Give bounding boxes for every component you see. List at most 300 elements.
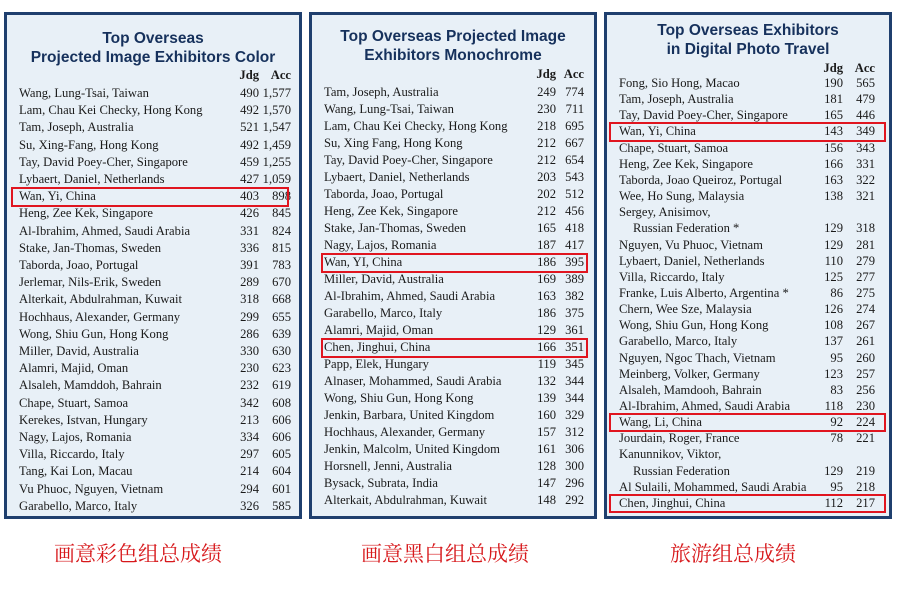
jdg-value: 249	[537, 85, 556, 99]
jdg-value: 427	[240, 172, 259, 186]
table-row	[19, 292, 291, 308]
jdg-value: 78	[830, 431, 843, 446]
jdg-value: 297	[240, 447, 259, 462]
table-row	[619, 157, 881, 173]
acc-value: 783	[272, 258, 291, 272]
table-row	[324, 442, 586, 458]
column-header	[324, 67, 586, 81]
jdg-value: 230	[537, 102, 556, 116]
acc-value: 382	[565, 289, 584, 303]
table-row	[324, 136, 586, 152]
jdg-value: 459	[240, 154, 259, 169]
jdg-value: 230	[240, 361, 259, 376]
exhibitor-name: Sergey, Anisimov,	[619, 205, 711, 220]
exhibitor-name: Chen, Jinghui, China	[324, 340, 431, 354]
acc-value: 815	[272, 240, 291, 255]
exhibitor-name: Nguyen, Ngoc Thach, Vietnam	[619, 350, 776, 365]
acc-column-header: Acc	[563, 67, 584, 81]
panel-title-line: Top Overseas Exhibitors	[657, 22, 839, 39]
table-row	[619, 351, 881, 367]
acc-value: 1,547	[262, 120, 291, 135]
jdg-value: 166	[537, 340, 556, 354]
jdg-value: 492	[240, 137, 259, 152]
panel-title	[312, 27, 594, 65]
acc-value: 601	[272, 481, 291, 496]
acc-value: 318	[856, 221, 875, 236]
table-row	[324, 408, 586, 424]
exhibitor-name: Miller, David, Australia	[324, 272, 444, 286]
table-row	[619, 334, 881, 350]
acc-value: 361	[565, 323, 584, 337]
jdg-value: 163	[537, 289, 556, 303]
jdg-value: 169	[537, 272, 556, 286]
table-row	[619, 367, 881, 383]
jdg-value: 190	[824, 76, 843, 90]
acc-value: 711	[565, 102, 584, 116]
table-row	[19, 327, 291, 343]
panel-title	[7, 29, 299, 67]
jdg-value: 294	[240, 481, 259, 496]
acc-value: 219	[856, 463, 875, 478]
acc-value: 224	[856, 415, 875, 430]
exhibitor-name: Wan, Yi, China	[619, 124, 696, 139]
jdg-value: 490	[240, 86, 259, 100]
exhibitor-name: Su, Xing-Fang, Hong Kong	[19, 137, 159, 152]
jdg-value: 426	[240, 206, 259, 221]
table-row	[619, 141, 881, 157]
table-row	[619, 173, 881, 189]
table-row	[619, 254, 881, 270]
acc-value: 351	[565, 340, 584, 354]
exhibitor-name: Franke, Luis Alberto, Argentina *	[619, 285, 789, 300]
jdg-value: 166	[824, 156, 843, 171]
jdg-value: 163	[824, 172, 843, 187]
jdg-value: 83	[830, 382, 843, 397]
acc-value: 1,059	[262, 172, 291, 186]
acc-value: 344	[565, 391, 584, 405]
exhibitor-name: Vu Phuoc, Nguyen, Vietnam	[19, 481, 164, 496]
exhibitor-name: Heng, Zee Kek, Singapore	[324, 204, 458, 218]
exhibitor-name: Garabello, Marco, Italy	[19, 498, 138, 513]
exhibitor-name: Tay, David Poey-Cher, Singapore	[324, 153, 493, 167]
highlight-box	[609, 413, 886, 432]
acc-value: 395	[565, 255, 584, 269]
exhibitor-name: Papp, Elek, Hungary	[324, 357, 429, 371]
acc-value: 281	[856, 237, 875, 252]
jdg-value: 232	[240, 378, 259, 393]
table-row	[19, 344, 291, 360]
table-row	[19, 103, 291, 119]
table-row	[19, 258, 291, 274]
jdg-value: 95	[830, 479, 843, 494]
acc-value: 605	[272, 447, 291, 462]
table-row	[324, 391, 586, 407]
exhibitor-name: Garabello, Marco, Italy	[619, 334, 738, 349]
acc-column-header: Acc	[854, 61, 875, 75]
jdg-value: 202	[537, 187, 556, 201]
jdg-value: 299	[240, 309, 259, 324]
acc-value: 565	[856, 76, 875, 90]
table-row	[324, 170, 586, 186]
exhibitor-name: Villa, Riccardo, Italy	[619, 269, 725, 284]
table-row	[619, 383, 881, 399]
table-row	[324, 476, 586, 492]
exhibitor-name: Alterkait, Abdulrahman, Kuwait	[19, 292, 182, 307]
table-row	[324, 153, 586, 169]
table-row	[19, 138, 291, 154]
table-row	[19, 430, 291, 446]
table-row	[19, 361, 291, 377]
exhibitor-name: Meinberg, Volker, Germany	[619, 366, 760, 381]
exhibitor-name: Garabello, Marco, Italy	[324, 306, 443, 320]
table-row	[619, 221, 881, 237]
exhibitor-name: Lybaert, Daniel, Netherlands	[619, 253, 765, 268]
exhibitor-name: Kerekes, Istvan, Hungary	[19, 412, 148, 427]
exhibitor-name: Wang, Lung-Tsai, Taiwan	[19, 86, 149, 100]
acc-value: 230	[856, 399, 875, 413]
jdg-value: 156	[824, 140, 843, 155]
panel-title-line: Exhibitors Monochrome	[364, 47, 542, 64]
exhibitor-name: Taborda, Joao, Portugal	[324, 187, 444, 201]
table-row	[324, 289, 586, 305]
acc-value: 292	[565, 493, 584, 507]
table-row	[19, 120, 291, 136]
jdg-value: 187	[537, 238, 556, 252]
exhibitor-name: Chen, Jinghui, China	[619, 495, 726, 510]
acc-value: 267	[856, 318, 875, 333]
exhibitor-name: Jenkin, Barbara, United Kingdom	[324, 408, 495, 422]
exhibitor-name: Wee, Ho Sung, Malaysia	[619, 189, 745, 204]
acc-value: 623	[272, 361, 291, 376]
acc-value: 389	[565, 272, 584, 286]
table-row	[619, 189, 881, 205]
exhibitor-name: Tang, Kai Lon, Macau	[19, 464, 133, 479]
acc-value: 1,459	[262, 137, 291, 152]
acc-value: 667	[565, 136, 584, 150]
highlight-box	[321, 338, 588, 358]
exhibitor-name: Chape, Stuart, Samoa	[19, 395, 129, 410]
jdg-value: 137	[824, 334, 843, 349]
highlight-box	[609, 494, 886, 513]
jdg-value: 186	[537, 306, 556, 320]
acc-value: 275	[856, 285, 875, 300]
acc-value: 312	[565, 425, 584, 439]
exhibitor-name: Alsaleh, Mamdooh, Bahrain	[619, 382, 762, 397]
exhibitor-name: Chape, Stuart, Samoa	[619, 140, 729, 155]
jdg-value: 148	[537, 493, 556, 507]
exhibitor-name: Stake, Jan-Thomas, Sweden	[324, 221, 466, 235]
caption-color-total: 画意彩色组总成绩	[54, 542, 222, 566]
jdg-value: 318	[240, 292, 259, 307]
jdg-value: 342	[240, 395, 259, 410]
caption-travel-total: 旅游组总成绩	[670, 542, 796, 566]
table-row	[324, 357, 586, 373]
acc-value: 604	[272, 464, 291, 479]
acc-value: 306	[565, 442, 584, 456]
table-row	[19, 482, 291, 498]
exhibitor-name: Tam, Joseph, Australia	[619, 92, 734, 107]
jdg-value: 129	[824, 221, 843, 236]
acc-value: 774	[565, 85, 584, 99]
acc-value: 446	[856, 108, 875, 123]
exhibitor-name: Wong, Shiu Gun, Hong Kong	[619, 318, 769, 333]
exhibitor-name: Lybaert, Daniel, Netherlands	[324, 170, 470, 184]
table-row	[19, 310, 291, 326]
table-row	[19, 499, 291, 515]
exhibitor-name: Heng, Zee Kek, Singapore	[19, 206, 153, 221]
jdg-value: 138	[824, 189, 843, 204]
exhibitor-name: Jourdain, Roger, France	[619, 431, 740, 446]
table-row	[19, 464, 291, 480]
acc-value: 418	[565, 221, 584, 235]
acc-value: 585	[272, 498, 291, 513]
acc-value: 655	[272, 309, 291, 324]
exhibitor-name: Alnaser, Mohammed, Saudi Arabia	[324, 374, 502, 388]
table-row	[19, 172, 291, 188]
jdg-column-header: Jdg	[536, 67, 556, 81]
acc-value: 608	[272, 395, 291, 410]
jdg-value: 92	[830, 415, 843, 430]
exhibitor-name: Russian Federation *	[633, 221, 740, 236]
exhibitor-name: Hochhaus, Alexander, Germany	[19, 309, 181, 324]
exhibitor-name: Tay, David Poey-Cher, Singapore	[19, 154, 188, 169]
table-row	[324, 323, 586, 339]
jdg-value: 326	[240, 498, 259, 513]
acc-value: 321	[856, 189, 875, 204]
acc-value: 322	[856, 172, 875, 187]
table-row	[19, 413, 291, 429]
table-row	[619, 205, 881, 221]
acc-value: 695	[565, 119, 584, 133]
acc-value: 257	[856, 366, 875, 381]
table-row	[19, 275, 291, 291]
acc-value: 606	[272, 412, 291, 427]
exhibitor-name: Alamri, Majid, Oman	[19, 361, 129, 376]
acc-value: 375	[565, 306, 584, 320]
table-row	[324, 85, 586, 101]
jdg-value: 492	[240, 103, 259, 118]
jdg-value: 123	[824, 366, 843, 381]
table-row	[324, 102, 586, 118]
jdg-value: 147	[537, 476, 556, 490]
jdg-value: 289	[240, 275, 259, 290]
jdg-value: 157	[537, 425, 556, 439]
acc-value: 845	[272, 206, 291, 221]
acc-value: 639	[272, 326, 291, 341]
jdg-value: 118	[824, 399, 843, 413]
acc-value: 630	[272, 344, 291, 358]
acc-value: 329	[565, 408, 584, 422]
jdg-value: 331	[240, 223, 259, 238]
jdg-value: 112	[824, 495, 843, 510]
exhibitor-name: Nagy, Lajos, Romania	[324, 238, 437, 252]
exhibitor-name: Lybaert, Daniel, Netherlands	[19, 172, 165, 186]
jdg-column-header: Jdg	[239, 68, 259, 82]
exhibitor-name: Al-Ibrahim, Ahmed, Saudi Arabia	[324, 289, 496, 303]
jdg-value: 129	[537, 323, 556, 337]
exhibitor-name: Wong, Shiu Gun, Hong Kong	[19, 326, 169, 341]
exhibitor-name: Tam, Joseph, Australia	[324, 85, 439, 99]
acc-value: 543	[565, 170, 584, 184]
table-row	[324, 272, 586, 288]
exhibitor-name: Tay, David Poey-Cher, Singapore	[619, 108, 788, 123]
jdg-value: 108	[824, 318, 843, 333]
acc-value: 456	[565, 204, 584, 218]
jdg-value: 119	[537, 357, 556, 371]
jdg-value: 403	[240, 189, 259, 204]
jdg-value: 521	[240, 120, 259, 135]
highlight-box	[321, 253, 588, 273]
highlight-box	[609, 122, 886, 141]
acc-value: 824	[272, 223, 291, 238]
table-row	[19, 447, 291, 463]
jdg-value: 129	[824, 463, 843, 478]
jdg-value: 125	[824, 269, 843, 284]
exhibitor-name: Su, Xing Fang, Hong Kong	[324, 136, 463, 150]
exhibitor-name: Miller, David, Australia	[19, 344, 139, 358]
acc-value: 1,577	[262, 86, 291, 100]
acc-value: 417	[565, 238, 584, 252]
acc-value: 619	[272, 378, 291, 393]
jdg-value: 186	[537, 255, 556, 269]
exhibitor-name: Wan, Yi, China	[19, 189, 96, 204]
exhibitor-name: Lam, Chau Kei Checky, Hong Kong	[19, 103, 203, 118]
table-row	[324, 459, 586, 475]
panel-photo-travel-exhibitors	[604, 12, 892, 519]
jdg-value: 203	[537, 170, 556, 184]
acc-value: 274	[856, 302, 875, 317]
panel-monochrome-exhibitors	[309, 12, 597, 519]
acc-value: 668	[272, 292, 291, 307]
jdg-column-header: Jdg	[823, 61, 843, 75]
jdg-value: 160	[537, 408, 556, 422]
jdg-value: 286	[240, 326, 259, 341]
acc-value: 218	[856, 479, 875, 494]
jdg-value: 334	[240, 430, 259, 444]
acc-value: 349	[856, 124, 875, 139]
exhibitor-name: Heng, Zee Kek, Singapore	[619, 156, 753, 171]
exhibitor-name: Bysack, Subrata, India	[324, 476, 439, 490]
table-row	[619, 92, 881, 108]
panel-title-line: Top Overseas	[102, 30, 204, 47]
table-row	[619, 464, 881, 480]
table-row	[619, 447, 881, 463]
acc-value: 345	[565, 357, 584, 371]
exhibitor-name: Jenkin, Malcolm, United Kingdom	[324, 442, 500, 456]
jdg-value: 336	[240, 240, 259, 255]
table-row	[619, 318, 881, 334]
acc-value: 1,570	[262, 103, 291, 118]
panel-title-line: Top Overseas Projected Image	[340, 28, 566, 45]
exhibitor-name: Fong, Sio Hong, Macao	[619, 76, 740, 90]
table-row	[324, 493, 586, 509]
panel-color-exhibitors	[4, 12, 302, 519]
panel-title	[607, 21, 889, 59]
exhibitor-name: Villa, Riccardo, Italy	[19, 447, 125, 462]
exhibitor-name: Al Sulaili, Mohammed, Saudi Arabia	[619, 479, 807, 494]
acc-value: 277	[856, 269, 875, 284]
acc-value: 670	[272, 275, 291, 290]
highlight-box	[11, 187, 289, 207]
table-row	[19, 378, 291, 394]
jdg-value: 95	[830, 350, 843, 365]
exhibitor-name: Alsaleh, Mamddoh, Bahrain	[19, 378, 162, 393]
acc-value: 217	[856, 495, 875, 510]
jdg-value: 165	[537, 221, 556, 235]
jdg-value: 132	[537, 374, 556, 388]
exhibitor-name: Kanunnikov, Viktor,	[619, 447, 722, 462]
jdg-value: 213	[240, 412, 259, 427]
exhibitor-name: Taborda, Joao Queiroz, Portugal	[619, 172, 783, 187]
exhibitor-name: Alterkait, Abdulrahman, Kuwait	[324, 493, 487, 507]
acc-value: 606	[272, 430, 291, 444]
jdg-value: 212	[537, 153, 556, 167]
exhibitor-name: Wan, YI, China	[324, 255, 403, 269]
jdg-value: 129	[824, 237, 843, 252]
jdg-value: 165	[824, 108, 843, 123]
table-row	[619, 431, 881, 447]
jdg-value: 110	[824, 253, 843, 268]
acc-value: 512	[565, 187, 584, 201]
exhibitor-name: Lam, Chau Kei Checky, Hong Kong	[324, 119, 508, 133]
table-row	[619, 286, 881, 302]
jdg-value: 212	[537, 136, 556, 150]
acc-value: 344	[565, 374, 584, 388]
table-row	[324, 119, 586, 135]
exhibitor-name: Horsnell, Jenni, Australia	[324, 459, 453, 473]
table-row	[324, 238, 586, 254]
table-row	[619, 238, 881, 254]
jdg-value: 330	[240, 344, 259, 358]
exhibitor-name: Wang, Li, China	[619, 415, 702, 430]
jdg-value: 139	[537, 391, 556, 405]
table-row	[324, 306, 586, 322]
acc-value: 331	[856, 156, 875, 171]
acc-value: 898	[272, 189, 291, 204]
exhibitor-name: Nagy, Lajos, Romania	[19, 430, 132, 444]
acc-value: 261	[856, 334, 875, 349]
acc-value: 479	[856, 92, 875, 107]
acc-column-header: Acc	[270, 68, 291, 82]
jdg-value: 126	[824, 302, 843, 317]
column-header	[619, 61, 881, 75]
table-row	[619, 302, 881, 318]
acc-value: 260	[856, 350, 875, 365]
exhibitor-name: Nguyen, Vu Phuoc, Vietnam	[619, 237, 763, 252]
jdg-value: 212	[537, 204, 556, 218]
jdg-value: 161	[537, 442, 556, 456]
panel-title-line: in Digital Photo Travel	[666, 41, 830, 58]
exhibitor-name: Wong, Shiu Gun, Hong Kong	[324, 391, 474, 405]
exhibitor-name: Chern, Wee Sze, Malaysia	[619, 302, 752, 317]
table-row	[19, 155, 291, 171]
table-row	[324, 204, 586, 220]
caption-monochrome-total: 画意黑白组总成绩	[361, 542, 529, 566]
table-row	[324, 187, 586, 203]
exhibitor-name: Taborda, Joao, Portugal	[19, 258, 139, 272]
exhibitor-name: Wang, Lung-Tsai, Taiwan	[324, 102, 454, 116]
exhibitor-name: Alamri, Majid, Oman	[324, 323, 434, 337]
table-row	[324, 374, 586, 390]
table-row	[19, 241, 291, 257]
exhibitor-name: Tam, Joseph, Australia	[19, 120, 134, 135]
acc-value: 256	[856, 382, 875, 397]
acc-value: 343	[856, 140, 875, 155]
jdg-value: 128	[537, 459, 556, 473]
panel-title-line: Projected Image Exhibitors Color	[30, 49, 276, 66]
column-header	[19, 68, 291, 82]
jdg-value: 181	[824, 92, 843, 107]
